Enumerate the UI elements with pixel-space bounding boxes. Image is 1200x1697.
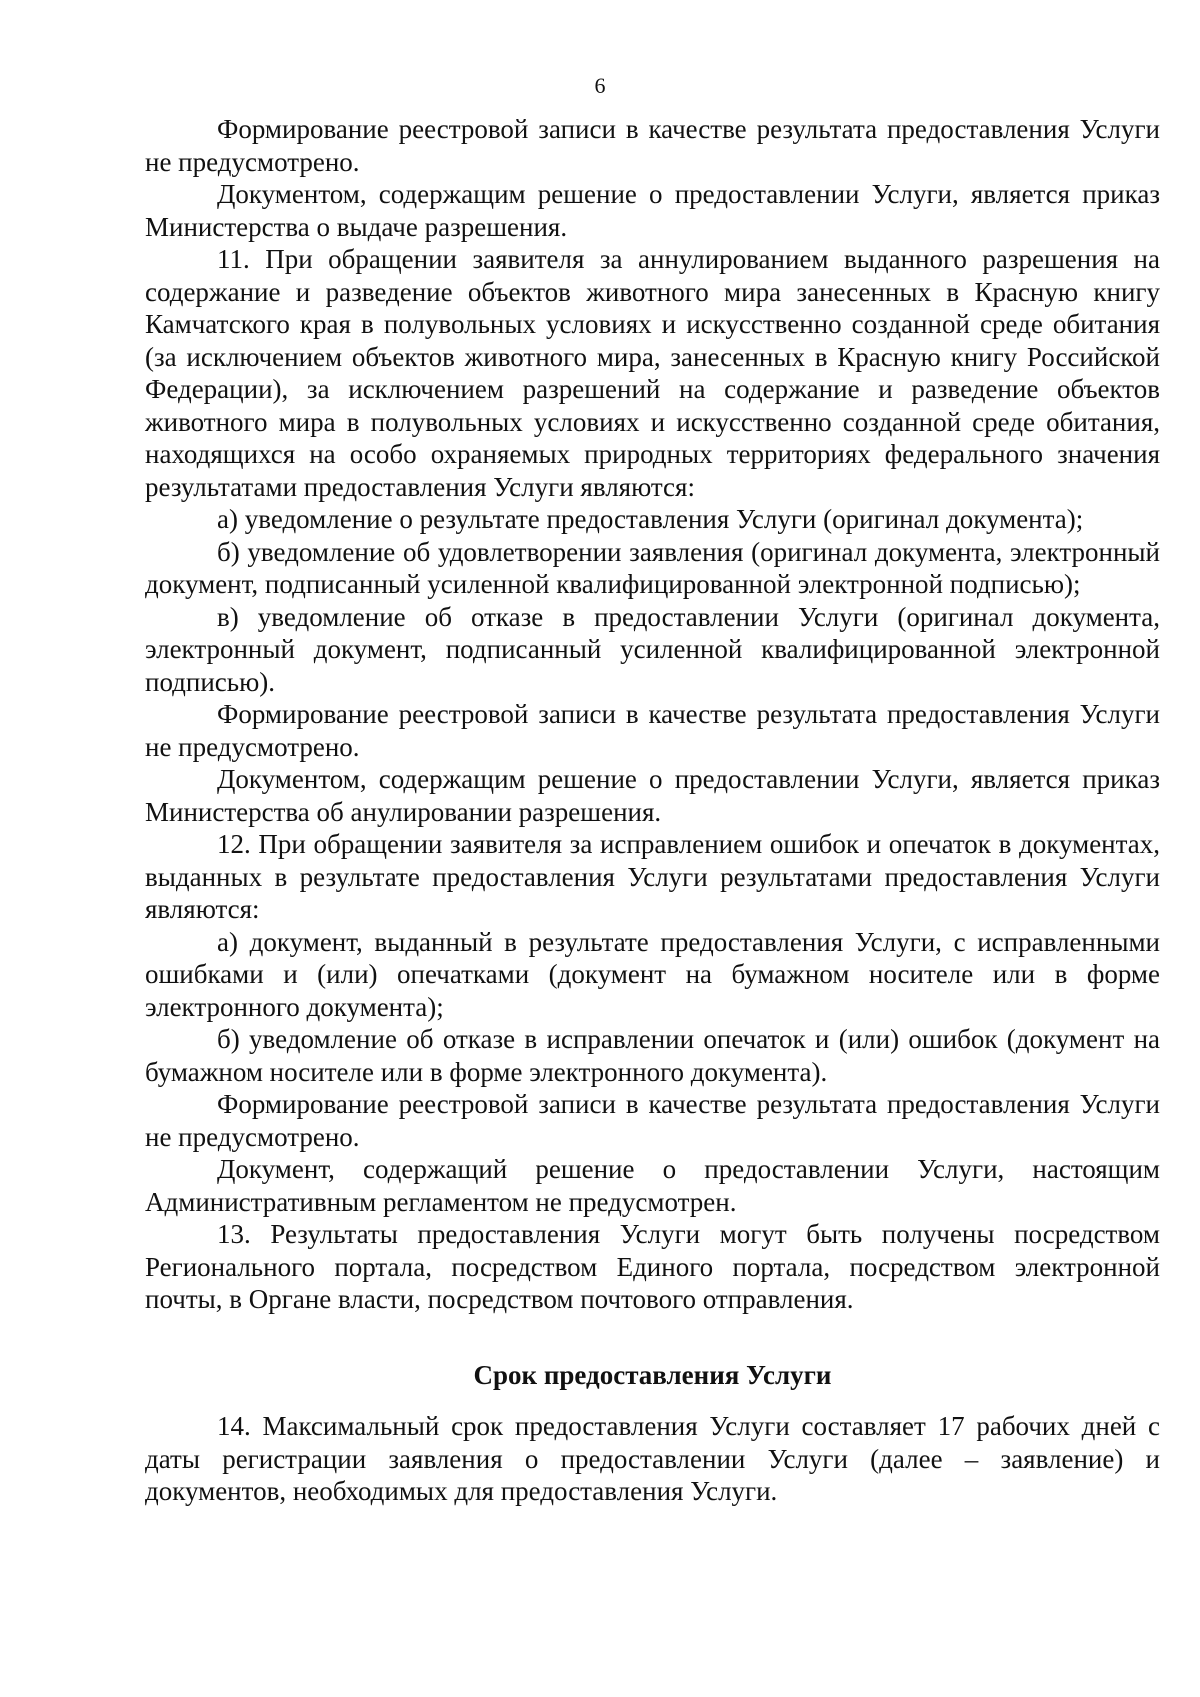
section-heading: Срок предоставления Услуги	[473, 1359, 832, 1390]
paragraph: 14. Максимальный срок предоставления Услуги составляет 17 рабочих дней с даты регистрации заявления о предоставлении Услуги (далее – заявление) и документов, необходимых для предоставления Услуги.	[145, 1411, 1160, 1506]
paragraph: Формирование реестровой записи в качестве результата предоставления Услуги не предусмотрено.	[145, 1089, 1160, 1152]
paragraph: Документом, содержащим решение о предоставлении Услуги, является приказ Министерства об анулировании разрешения.	[145, 764, 1160, 827]
paragraph: 12. При обращении заявителя за исправлением ошибок и опечаток в документах, выданных в результате предоставления Услуги результатами предоставления Услуги являются:	[145, 829, 1160, 924]
document-body	[145, 113, 1160, 1508]
paragraph: 13. Результаты предоставления Услуги могут быть получены посредством Регионального портала, посредством Единого портала, посредством электронной почты, в Органе власти, посредством почтового отправления.	[145, 1219, 1160, 1314]
list-item: а) документ, выданный в результате предоставления Услуги, с исправленными ошибками и (или) опечатками (документ на бумажном носителе или в форме электронного документа);	[145, 926, 1160, 1022]
list-item: б) уведомление об отказе в исправлении опечаток и (или) ошибок (документ на бумажном носителе или в форме электронного документа).	[145, 1024, 1160, 1087]
paragraph: Документ, содержащий решение о предоставлении Услуги, настоящим Административным регламентом не предусмотрен.	[145, 1154, 1160, 1217]
page-number: 6	[594, 73, 606, 98]
paragraph: Документом, содержащим решение о предоставлении Услуги, является приказ Министерства о выдаче разрешения.	[145, 179, 1160, 242]
paragraph: Формирование реестровой записи в качестве результата предоставления Услуги не предусмотрено.	[145, 114, 1160, 177]
paragraph: 11. При обращении заявителя за аннулированием выданного разрешения на содержание и разведение объектов животного мира занесенных в Красную книгу Камчатского края в полувольных условиях и искусственно созданной среде обитания (за исключением объектов животного мира, занесенных в Красную книгу Российской Федерации), за исключением разрешений на содержание и разведение объектов животного мира в полувольных условиях и искусственно созданной среде обитания, находящихся на особо охраняемых природных территориях федерального значения результатами предоставления Услуги являются:	[145, 244, 1160, 502]
list-item: в) уведомление об отказе в предоставлении Услуги (оригинал документа, электронный документ, подписанный усиленной квалифицированной электронной подписью).	[145, 601, 1160, 697]
list-item: б) уведомление об удовлетворении заявления (оригинал документа, электронный документ, подписанный усиленной квалифицированной электронной подписью);	[145, 536, 1160, 599]
list-item: а) уведомление о результате предоставления Услуги (оригинал документа);	[217, 504, 1084, 534]
paragraph: Формирование реестровой записи в качестве результата предоставления Услуги не предусмотрено.	[145, 699, 1160, 762]
